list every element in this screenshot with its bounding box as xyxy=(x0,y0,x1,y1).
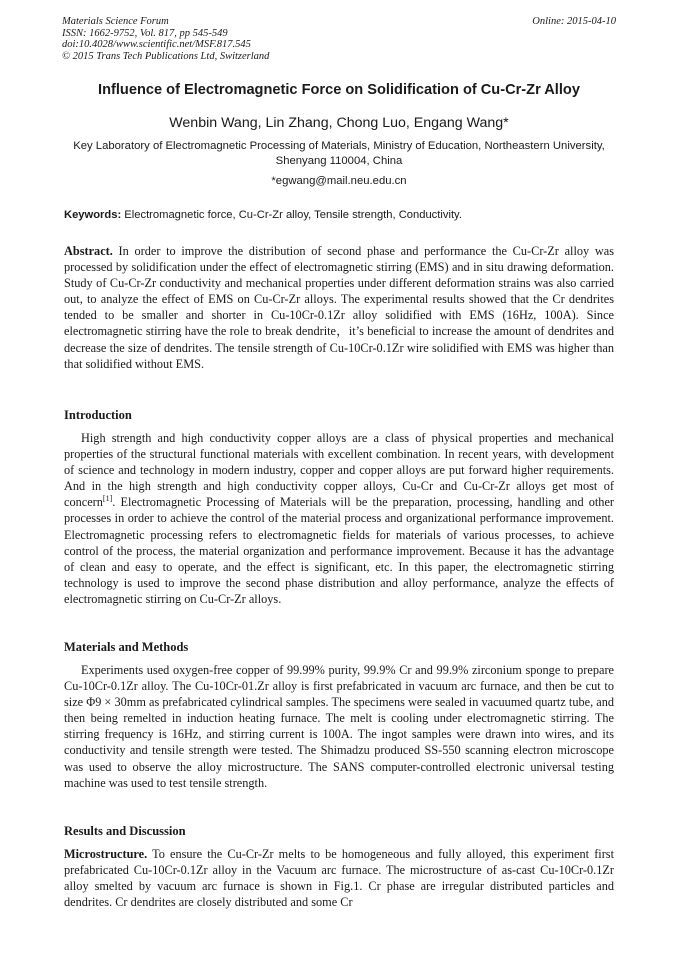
paper-title: Influence of Electromagnetic Force on Solidification of Cu-Cr-Zr Alloy xyxy=(98,82,580,98)
journal-issn: ISSN: 1662-9752, Vol. 817, pp 545-549 xyxy=(62,27,228,39)
keywords-text: Electromagnetic force, Cu-Cr-Zr alloy, Tensile strength, Conductivity. xyxy=(121,209,462,221)
corresponding-email: *egwang@mail.neu.edu.cn xyxy=(271,175,407,187)
keywords-label: Keywords: xyxy=(64,209,122,221)
abstract-text: In order to improve the distribution of second phase and performance the Cu-Cr-Zr alloy was processed by solidification under the effect of electromagnetic stirring (EMS) and in situ drawing deformation. Study of Cu-Cr-Zr conductivity and mechanical properties under different deformation strains was also carried out, to analyze the effect of EMS on Cu-Cr-Zr alloys. The experimental results showed that the Cr dendrites tended to be smaller and shorter in Cu-10Cr-0.1Zr alloy solidified with EMS (16Hz, 100A). Since electromagnetic stirring have the role to break dendrite，it’s beneficial to increase the amount of dendrites and decrease the size of dendrites. The tensile strength of Cu-10Cr-0.1Zr wire solidified with EMS was higher than that solidified without EMS. xyxy=(64,244,614,371)
journal-name: Materials Science Forum xyxy=(62,16,169,27)
citation-ref[interactable]: [1] xyxy=(102,494,113,504)
author-list: Wenbin Wang, Lin Zhang, Chong Luo, Engang Wang* xyxy=(169,115,509,131)
methods-paragraph: Experiments used oxygen-free copper of 99.99% purity, 99.9% Cr and 99.9% zirconium sponge to prepare Cu-10Cr-0.1Zr alloy. The Cu-10Cr-01.Zr alloy is first prefabricated in vacuum arc furnace, and then be cut to size Φ9 × 30mm as prefabricated cylindrical samples. The specimens were sealed in vacuumed quartz tube, and then being remelted in induction heating furnace. The melt is cooling under electromagnetic stirring. The stirring frequency is 16Hz, and stirring current is 100A. The ingot samples were drawn into wires, and its conductivity and tensile strength were tested. The Shimadzu produced SS-550 scanning electron microscope was used to observe the alloy microstructure. The SANS computer-controlled electronic universal testing machine was used to test tensile strength. xyxy=(64,663,614,790)
journal-doi: doi:10.4028/www.scientific.net/MSF.817.545 xyxy=(62,39,251,50)
methods-heading: Materials and Methods xyxy=(64,640,189,654)
journal-header xyxy=(62,16,616,62)
results-heading: Results and Discussion xyxy=(64,824,186,838)
microstructure-label: Microstructure. xyxy=(64,847,148,861)
results-paragraph xyxy=(64,846,614,910)
introduction-text-2: . Electromagnetic Processing of Materials will be the preparation, processing, handling and other processes in order to achieve the control of the material process and organizational performance improvement. Electromagnetic processing refers to electromagnetic fields for materials of various processes, to achieve control of the process, the material organization and performance improvement. Because it has the advantage of clean and easy to operate, and the effect is significant, etc. In this paper, the electromagnetic stirring technology is used to improve the second phase distribution and alloy performance, analyze the effects of electromagnetic stirring on Cu-Cr-Zr alloys. xyxy=(64,495,614,606)
results-text: To ensure the Cu-Cr-Zr melts to be homogeneous and fully alloyed, this experiment first prefabricated Cu-10Cr-0.1Zr alloy in the Vacuum arc furnace. The microstructure of as-cast Cu-10Cr-0.1Zr alloy smelted by vacuum arc furnace is shown in Fig.1. Cr phase are irregular distributed particles and dendrites. Cr dendrites are closely distributed and some Cr xyxy=(64,847,614,910)
keywords xyxy=(64,209,616,221)
introduction-heading: Introduction xyxy=(64,408,132,422)
journal-copyright: © 2015 Trans Tech Publications Ltd, Switzerland xyxy=(62,50,270,62)
abstract-label: Abstract. xyxy=(64,244,113,258)
introduction-text-1: High strength and high conductivity copper alloys are a class of physical properties and mechanical properties of the structural functional materials with excellent combination. In recent years, with development of science and technology in modern industry, copper and copper alloys are put forward higher requirements. And in the high strength and high conductivity copper alloys, Cu-Cr and Cu-Cr-Zr alloys get most of concern xyxy=(64,431,614,510)
affiliation: Key Laboratory of Electromagnetic Processing of Materials, Ministry of Education, Northeastern University, Shenyang 110004, China xyxy=(73,140,605,167)
online-date: Online: 2015-04-10 xyxy=(532,16,616,27)
abstract-paragraph xyxy=(64,243,614,372)
introduction-paragraph xyxy=(64,430,614,607)
